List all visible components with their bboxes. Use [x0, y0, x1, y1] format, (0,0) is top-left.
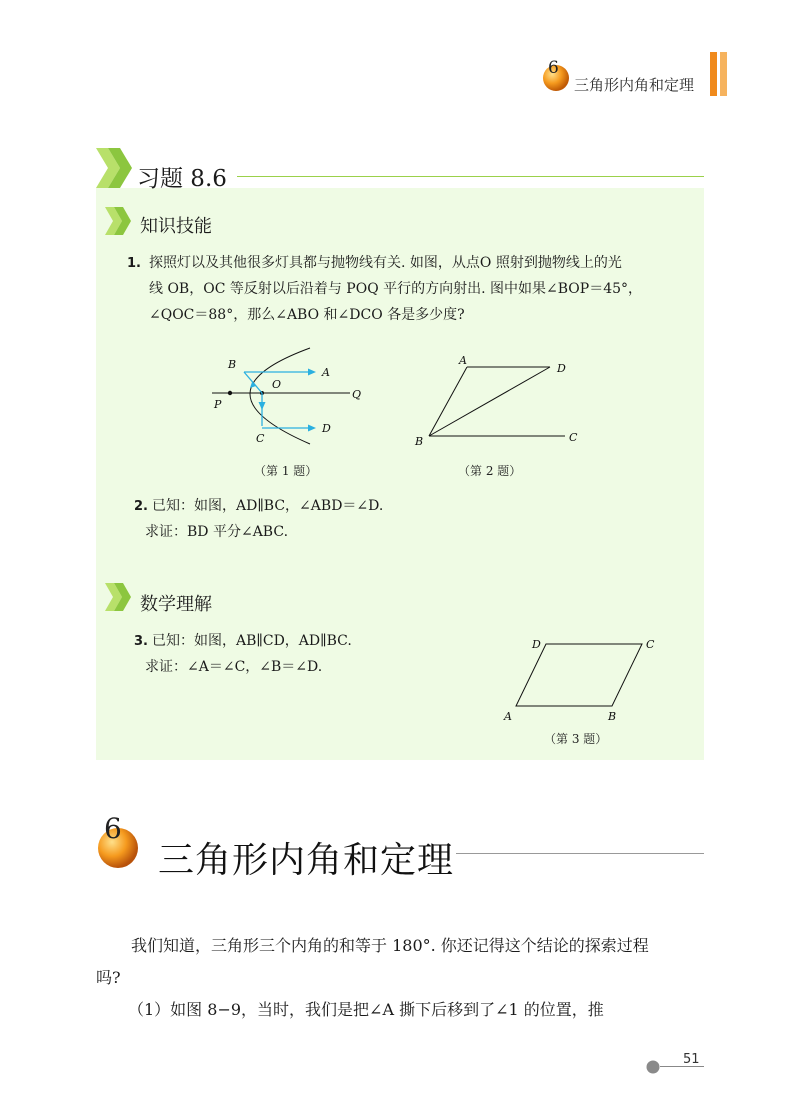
label-A: A [459, 354, 467, 367]
label-C: C [646, 638, 655, 651]
point-P [228, 391, 232, 395]
figure-1-caption: （第 1 题） [254, 464, 318, 478]
figure-3-caption: （第 3 题） [544, 732, 608, 746]
q3-given: 已知：如图，AB∥CD，AD∥BC. [152, 633, 352, 649]
label-O: O [272, 378, 282, 391]
label-P: P [214, 398, 222, 411]
subsection-chevron-icon-2 [104, 582, 136, 612]
figure-2-caption: （第 2 题） [458, 464, 522, 478]
page-number: 51 [683, 1052, 700, 1067]
parallelogram-ABCD [516, 644, 642, 706]
q1-line-1: 探照灯以及其他很多灯具都与抛物线有关. 如图，从点O 照射到抛物线上的光 [149, 255, 622, 271]
subsection-chevron-icon [104, 206, 136, 236]
parabola-curve [250, 348, 310, 444]
exercise-title: 习题 8.6 [137, 166, 227, 192]
label-C: C [256, 432, 265, 445]
page-dot-icon [644, 1058, 662, 1076]
figure-3-parallelogram [498, 630, 668, 730]
label-B: B [228, 358, 237, 371]
figure-1-parabola [200, 340, 380, 450]
body-paragraph-1-line-2: 吗? [96, 968, 121, 987]
segment-BD [429, 367, 550, 436]
exercise-title-rule [237, 176, 704, 177]
section-title: 三角形内角和定理 [158, 840, 455, 881]
q2-number: 2. [134, 499, 148, 514]
header-accent-bar-light [720, 52, 727, 96]
q1-number: 1. [127, 256, 141, 271]
label-C: C [569, 431, 578, 444]
q1-line-2: 线 OB，OC 等反射以后沿着与 POQ 平行的方向射出. 图中如果∠BOP＝45°， [149, 281, 643, 297]
section-title-rule [456, 853, 704, 854]
q2-given: 已知：如图，AD∥BC，∠ABD＝∠D. [152, 498, 384, 514]
q1-line-3: ∠QOC＝88°，那么∠ABO 和∠DCO 各是多少度? [149, 307, 465, 323]
label-D: D [322, 422, 331, 435]
subsection-heading-skills: 知识技能 [140, 216, 212, 237]
label-B: B [608, 710, 617, 723]
label-D: D [557, 362, 566, 375]
header-chapter-number: 6 [548, 58, 559, 78]
q3-number: 3. [134, 634, 148, 649]
header-accent-bar [710, 52, 717, 96]
header-title: 三角形内角和定理 [574, 76, 695, 94]
exercise-chevron-icon [94, 146, 138, 190]
figure-2-triangle [405, 350, 590, 450]
q3-prove: 求证：∠A＝∠C，∠B＝∠D. [145, 659, 323, 675]
label-Q: Q [352, 388, 362, 401]
label-A: A [504, 710, 512, 723]
q2-prove: 求证：BD 平分∠ABC. [145, 524, 289, 540]
label-B: B [415, 435, 424, 448]
body-paragraph-1-line-1: 我们知道，三角形三个内角的和等于 180°. 你还记得这个结论的探索过程 [131, 936, 649, 955]
label-A: A [322, 366, 330, 379]
section-number: 6 [104, 812, 122, 845]
subsection-heading-understanding: 数学理解 [140, 594, 212, 615]
body-paragraph-2-line-1: （1）如图 8−9，当时，我们是把∠A 撕下后移到了∠1 的位置，推 [128, 1000, 604, 1019]
label-D: D [532, 638, 541, 651]
